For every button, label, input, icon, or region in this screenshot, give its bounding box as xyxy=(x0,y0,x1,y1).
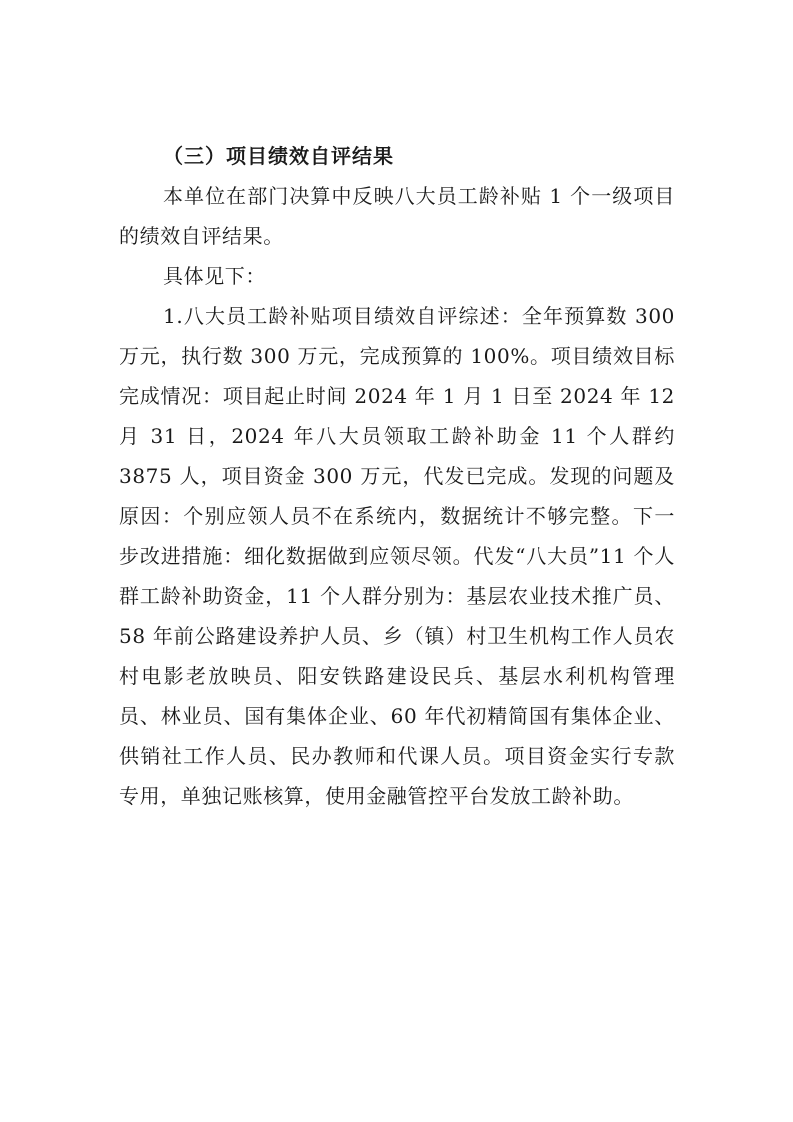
list-item-number: 1. xyxy=(163,304,184,328)
details-intro-paragraph: 具体见下： xyxy=(163,264,266,288)
document-body xyxy=(119,136,675,816)
list-item-text: 八大员工龄补贴项目绩效自评综述：全年预算数 300 万元，执行数 300 万元，完成预算的 100%。项目绩效目标完成情况：项目起止时间 2024 年 1 月 1 日至 2024 年 12 月 31 日，2024 年八大员领取工龄补助金 11 个人群约 3875 人，项目资金 300 万元，代发已完成。发现的问题及原因：个别应领人员不在系统内，数据统计不够完整。下一步改进措施：细化数据做到应领尽领。代发“八大员”11 个人群工龄补助资金，11 个人群分别为：基层农业技术推广员、58 年前公路建设养护人员、乡（镇）村卫生机构工作人员农村电影老放映员、阳安铁路建设民兵、基层水利机构管理员、林业员、国有集体企业、60 年代初精简国有集体企业、供销社工作人员、民办教师和代课人员。项目资金实行专款专用，单独记账核算，使用金融管控平台发放工龄补助。 xyxy=(119,304,675,808)
intro-paragraph: 本单位在部门决算中反映八大员工龄补贴 1 个一级项目的绩效自评结果。 xyxy=(119,184,675,248)
section-heading: （三）项目绩效自评结果 xyxy=(163,144,394,168)
list-item xyxy=(119,296,675,816)
